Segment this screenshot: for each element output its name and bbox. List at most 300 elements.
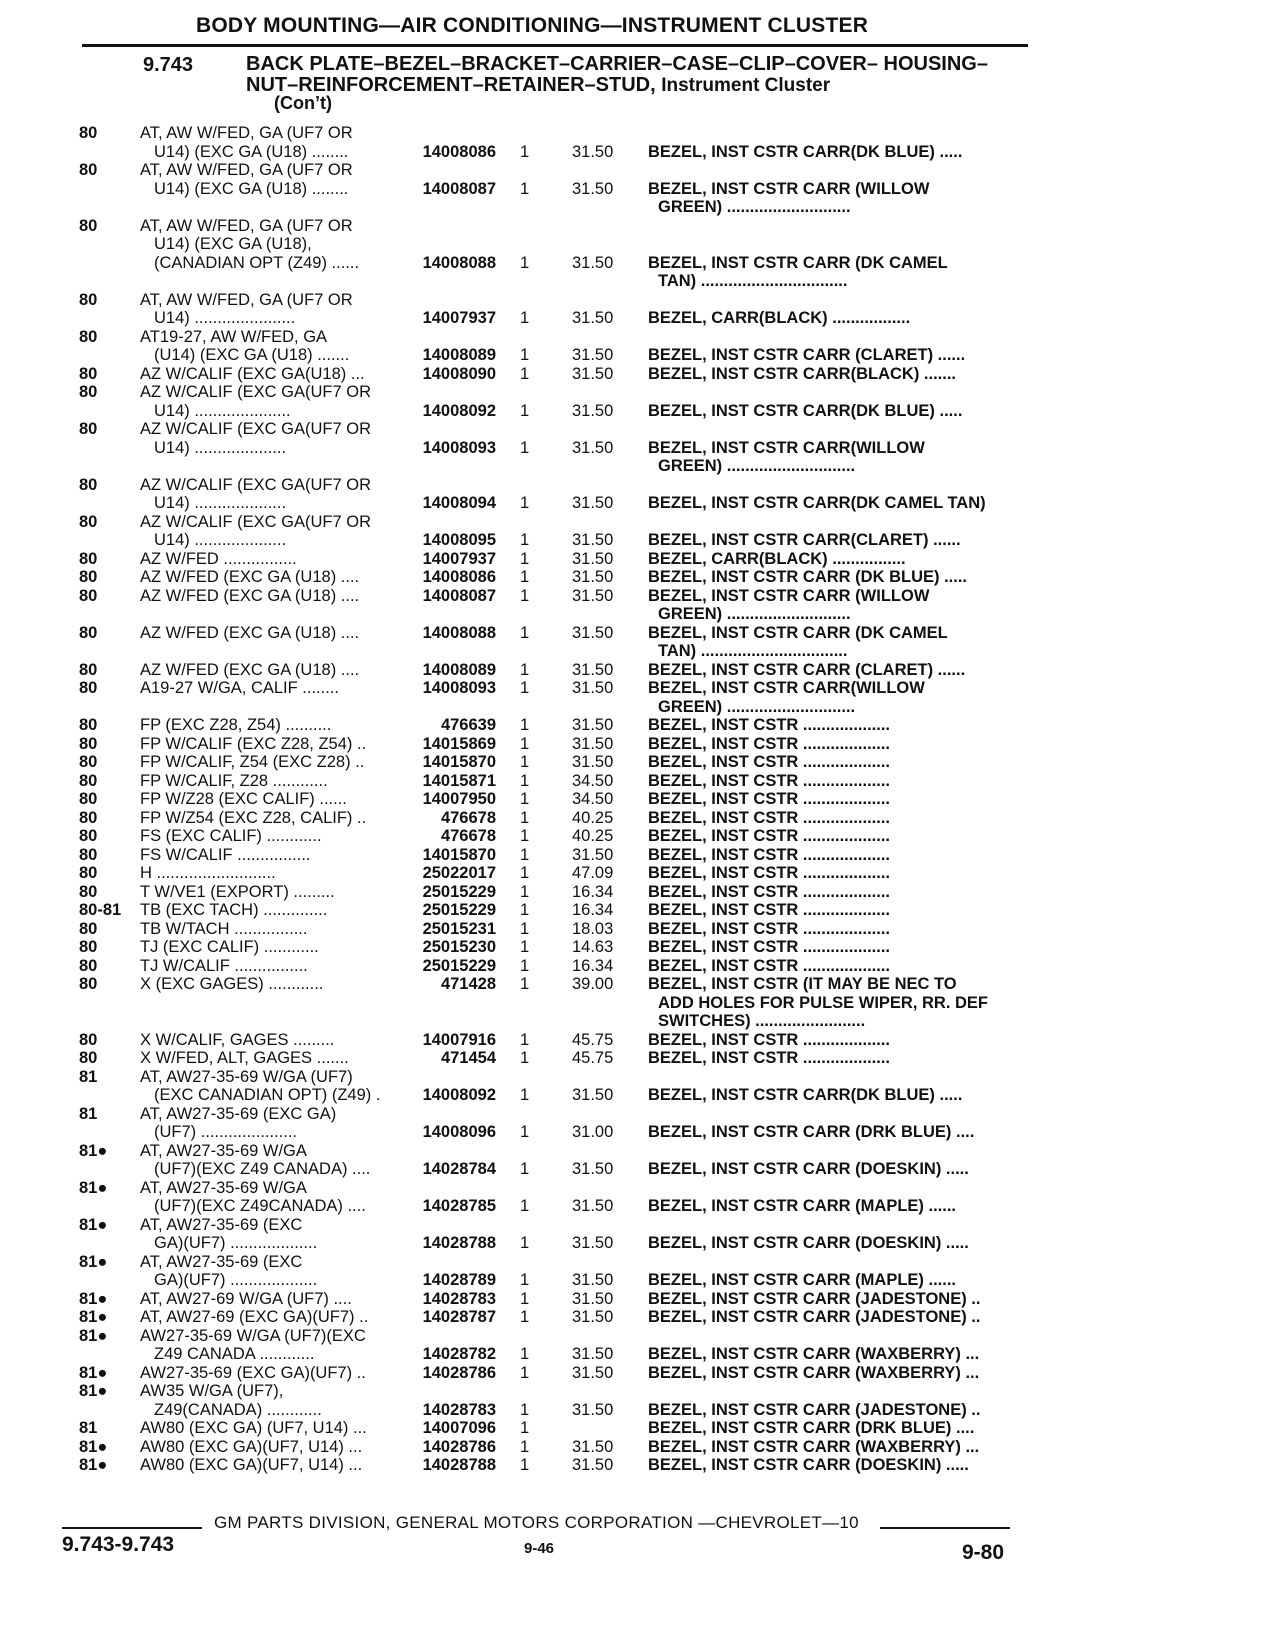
table-row bbox=[0, 901, 1280, 920]
table-row bbox=[0, 790, 1280, 809]
row-key: 81● bbox=[79, 1178, 108, 1197]
row-price: 16.34 bbox=[572, 901, 614, 919]
row-price: 31.50 bbox=[572, 494, 614, 512]
table-row bbox=[0, 1308, 1280, 1327]
row-quantity: 1 bbox=[520, 734, 530, 753]
row-part-number: 14007950 bbox=[422, 790, 496, 808]
row-price: 31.50 bbox=[572, 401, 614, 420]
table-row bbox=[0, 217, 1280, 291]
row-part-number: 25015229 bbox=[422, 956, 496, 975]
table-row bbox=[0, 1105, 1280, 1142]
row-usage-line: AT, AW27-35-69 (EXC GA) bbox=[140, 1104, 337, 1123]
row-part-number: 14008095 bbox=[422, 531, 496, 549]
row-description-line: BEZEL, INST CSTR CARR (MAPLE) ...... bbox=[648, 1271, 956, 1289]
row-key: 80 bbox=[79, 827, 98, 845]
row-description-line: GREEN) ............................ bbox=[658, 457, 856, 475]
row-description-line: BEZEL, INST CSTR CARR (JADESTONE) .. bbox=[648, 1400, 981, 1419]
row-key: 80 bbox=[79, 882, 98, 901]
row-description-line: BEZEL, INST CSTR CARR (WILLOW bbox=[648, 586, 930, 605]
table-row bbox=[0, 975, 1280, 1031]
row-description-line: BEZEL, INST CSTR ................... bbox=[648, 864, 891, 882]
row-usage-line: FS (EXC CALIF) ............ bbox=[140, 827, 322, 845]
row-usage-line: A19-27 W/GA, CALIF ........ bbox=[140, 679, 339, 697]
row-quantity: 1 bbox=[520, 549, 530, 568]
row-key: 81● bbox=[79, 1252, 108, 1271]
section-continued: (Con’t) bbox=[274, 93, 332, 113]
row-quantity: 1 bbox=[520, 1234, 530, 1252]
row-price: 31.50 bbox=[572, 1437, 614, 1456]
table-row bbox=[0, 365, 1280, 384]
row-quantity: 1 bbox=[520, 1363, 530, 1382]
row-quantity: 1 bbox=[520, 494, 530, 512]
row-key: 80 bbox=[79, 938, 98, 956]
row-description-line: BEZEL, INST CSTR (IT MAY BE NEC TO bbox=[648, 975, 957, 993]
row-price: 31.50 bbox=[572, 1456, 614, 1474]
row-part-number: 25022017 bbox=[422, 864, 496, 882]
row-description-line: BEZEL, INST CSTR ................... bbox=[648, 956, 891, 975]
row-price: 31.50 bbox=[572, 346, 614, 364]
row-price: 31.50 bbox=[572, 142, 614, 161]
row-key: 80 bbox=[79, 975, 98, 993]
row-price: 31.50 bbox=[572, 309, 614, 327]
row-part-number: 25015230 bbox=[422, 938, 496, 956]
table-row bbox=[0, 809, 1280, 828]
row-quantity: 1 bbox=[520, 364, 530, 383]
row-usage-line: T W/VE1 (EXPORT) ......... bbox=[140, 882, 335, 901]
footer-group-number: 9-80 bbox=[962, 1541, 1005, 1564]
row-quantity: 1 bbox=[520, 864, 530, 882]
row-key: 80 bbox=[79, 771, 98, 790]
row-description-line: BEZEL, INST CSTR ................... bbox=[648, 827, 891, 845]
row-key: 80 bbox=[79, 790, 98, 808]
row-usage-line: Z49(CANADA) ............ bbox=[154, 1400, 322, 1419]
row-usage-line: X W/CALIF, GAGES ......... bbox=[140, 1030, 335, 1049]
row-part-number: 14015871 bbox=[422, 771, 496, 790]
row-description-line: BEZEL, INST CSTR CARR (CLARET) ...... bbox=[648, 346, 966, 364]
row-quantity: 1 bbox=[520, 1123, 530, 1141]
table-row bbox=[0, 938, 1280, 957]
row-price: 31.50 bbox=[572, 1271, 614, 1289]
row-price: 31.50 bbox=[572, 623, 614, 642]
row-part-number: 14008087 bbox=[422, 179, 496, 198]
row-description-line: BEZEL, INST CSTR ................... bbox=[648, 938, 891, 956]
row-price: 31.50 bbox=[572, 716, 614, 734]
row-usage-line: AW80 (EXC GA) (UF7, U14) ... bbox=[140, 1419, 367, 1437]
row-usage-line: AT, AW W/FED, GA (UF7 OR bbox=[140, 290, 353, 309]
row-quantity: 1 bbox=[520, 975, 530, 993]
row-part-number: 14008087 bbox=[422, 586, 496, 605]
table-row bbox=[0, 846, 1280, 865]
row-part-number: 14008088 bbox=[422, 623, 496, 642]
row-key: 80 bbox=[79, 679, 98, 697]
row-description-line: BEZEL, INST CSTR ................... bbox=[648, 1030, 891, 1049]
row-part-number: 14028782 bbox=[422, 1345, 496, 1363]
row-part-number: 14008089 bbox=[422, 346, 496, 364]
footer-page-number: 9-46 bbox=[524, 1540, 555, 1557]
row-key: 81● bbox=[79, 1326, 108, 1345]
row-quantity: 1 bbox=[520, 753, 530, 771]
row-price: 31.50 bbox=[572, 1197, 614, 1215]
row-description-line: BEZEL, INST CSTR CARR(DK BLUE) ..... bbox=[648, 1086, 963, 1104]
table-row bbox=[0, 476, 1280, 513]
row-key: 80 bbox=[79, 124, 98, 142]
row-quantity: 1 bbox=[520, 438, 530, 457]
table-row bbox=[0, 1142, 1280, 1179]
row-quantity: 1 bbox=[520, 531, 530, 549]
row-part-number: 14008093 bbox=[422, 438, 496, 457]
row-key: 81● bbox=[79, 1308, 108, 1326]
row-price: 31.50 bbox=[572, 734, 614, 753]
table-row bbox=[0, 1438, 1280, 1457]
row-quantity: 1 bbox=[520, 253, 530, 272]
row-key: 80 bbox=[79, 364, 98, 383]
row-quantity: 1 bbox=[520, 179, 530, 198]
row-description-line: BEZEL, INST CSTR ................... bbox=[648, 716, 891, 734]
row-part-number: 14008088 bbox=[422, 253, 496, 272]
row-part-number: 25015229 bbox=[422, 882, 496, 901]
row-price: 16.34 bbox=[572, 882, 614, 901]
row-usage-line: AT, AW W/FED, GA (UF7 OR bbox=[140, 124, 353, 142]
row-part-number: 14028784 bbox=[422, 1160, 496, 1178]
row-usage-line: FS W/CALIF ................ bbox=[140, 845, 311, 864]
table-row bbox=[0, 661, 1280, 680]
footer-section-range: 9.743-9.743 bbox=[62, 1533, 175, 1556]
row-key: 80 bbox=[79, 808, 98, 827]
row-part-number: 14015870 bbox=[422, 753, 496, 771]
table-row bbox=[0, 1290, 1280, 1309]
row-usage-line: U14) (EXC GA (U18) ........ bbox=[154, 179, 349, 198]
row-part-number: 25015229 bbox=[422, 901, 496, 919]
row-usage-line: AZ W/CALIF (EXC GA(U18) ... bbox=[140, 364, 365, 383]
row-key: 80 bbox=[79, 475, 98, 494]
row-key: 81 bbox=[79, 1104, 98, 1123]
table-row bbox=[0, 1253, 1280, 1290]
row-key: 81● bbox=[79, 1437, 108, 1456]
row-part-number: 14015869 bbox=[422, 734, 496, 753]
row-usage-line: AZ W/FED (EXC GA (U18) .... bbox=[140, 623, 360, 642]
table-row bbox=[0, 883, 1280, 902]
row-price: 31.50 bbox=[572, 660, 614, 679]
table-row bbox=[0, 957, 1280, 976]
row-description-line: BEZEL, INST CSTR CARR(CLARET) ...... bbox=[648, 531, 961, 549]
row-quantity: 1 bbox=[520, 1345, 530, 1363]
row-part-number: 471454 bbox=[440, 1049, 496, 1067]
row-key: 80 bbox=[79, 734, 98, 753]
row-usage-line: AT, AW27-35-69 W/GA bbox=[140, 1141, 307, 1160]
row-quantity: 1 bbox=[520, 568, 530, 586]
row-usage-line: Z49 CANADA ............ bbox=[154, 1345, 315, 1363]
row-usage-line: AT, AW W/FED, GA (UF7 OR bbox=[140, 161, 353, 179]
row-usage-line: U14) (EXC GA (U18) ........ bbox=[154, 142, 349, 161]
row-quantity: 1 bbox=[520, 1049, 530, 1067]
row-price: 31.50 bbox=[572, 568, 614, 586]
row-usage-line: AT, AW27-35-69 W/GA (UF7) bbox=[140, 1067, 353, 1086]
row-usage-line: AW35 W/GA (UF7), bbox=[140, 1382, 284, 1400]
row-quantity: 1 bbox=[520, 790, 530, 808]
row-price: 31.50 bbox=[572, 438, 614, 457]
row-description-line: BEZEL, INST CSTR CARR(WILLOW bbox=[648, 438, 925, 457]
row-description-line: BEZEL, INST CSTR CARR (CLARET) ...... bbox=[648, 660, 966, 679]
row-usage-line: (U14) (EXC GA (U18) ....... bbox=[154, 346, 350, 364]
row-usage-line: U14) .................... bbox=[154, 494, 287, 512]
row-description-line: BEZEL, INST CSTR CARR(WILLOW bbox=[648, 679, 925, 697]
row-usage-line: AZ W/FED (EXC GA (U18) .... bbox=[140, 568, 360, 586]
row-description-line: BEZEL, INST CSTR ................... bbox=[648, 808, 891, 827]
table-row bbox=[0, 864, 1280, 883]
row-price: 45.75 bbox=[572, 1049, 614, 1067]
row-part-number: 14028788 bbox=[422, 1234, 496, 1252]
table-row bbox=[0, 827, 1280, 846]
row-part-number: 25015231 bbox=[422, 919, 496, 938]
row-description-line: BEZEL, INST CSTR CARR (MAPLE) ...... bbox=[648, 1197, 956, 1215]
row-usage-line: (CANADIAN OPT (Z49) ...... bbox=[154, 253, 360, 272]
row-part-number: 14028786 bbox=[422, 1363, 496, 1382]
row-usage-line: (UF7)(EXC Z49CANADA) .... bbox=[154, 1197, 366, 1215]
row-part-number: 14015870 bbox=[422, 845, 496, 864]
row-key: 81 bbox=[79, 1419, 98, 1437]
row-quantity: 1 bbox=[520, 808, 530, 827]
row-key: 80 bbox=[79, 845, 98, 864]
row-usage-line: AZ W/FED ................ bbox=[140, 549, 297, 568]
row-key: 80 bbox=[79, 512, 98, 531]
row-quantity: 1 bbox=[520, 142, 530, 161]
row-part-number: 14028788 bbox=[422, 1456, 496, 1474]
row-key: 80 bbox=[79, 568, 98, 586]
row-description-line: BEZEL, INST CSTR CARR(DK CAMEL TAN) bbox=[648, 494, 986, 512]
row-quantity: 1 bbox=[520, 1308, 530, 1326]
row-part-number: 14028786 bbox=[422, 1437, 496, 1456]
row-description-line: BEZEL, INST CSTR CARR (DOESKIN) ..... bbox=[648, 1160, 969, 1178]
row-price: 31.50 bbox=[572, 364, 614, 383]
row-description-line: BEZEL, INST CSTR CARR (DK CAMEL bbox=[648, 253, 948, 272]
page-header-title: BODY MOUNTING—AIR CONDITIONING—INSTRUMENT CLUSTER bbox=[196, 14, 869, 37]
row-key: 80 bbox=[79, 327, 98, 346]
row-quantity: 1 bbox=[520, 1419, 530, 1437]
row-part-number: 14008086 bbox=[422, 568, 496, 586]
row-price: 14.63 bbox=[572, 938, 614, 956]
row-price: 34.50 bbox=[572, 771, 614, 790]
row-description-line: BEZEL, INST CSTR CARR(DK BLUE) ..... bbox=[648, 142, 963, 161]
table-row bbox=[0, 1179, 1280, 1216]
row-description-line: BEZEL, INST CSTR ................... bbox=[648, 845, 891, 864]
row-key: 80 bbox=[79, 716, 98, 734]
row-price: 18.03 bbox=[572, 919, 614, 938]
row-price: 31.50 bbox=[572, 179, 614, 198]
row-usage-line: U14) .................... bbox=[154, 438, 287, 457]
row-quantity: 1 bbox=[520, 586, 530, 605]
row-key: 80 bbox=[79, 290, 98, 309]
row-usage-line: U14) ...................... bbox=[154, 309, 296, 327]
row-description-line: ADD HOLES FOR PULSE WIPER, RR. DEF bbox=[658, 993, 989, 1012]
table-row bbox=[0, 772, 1280, 791]
row-price: 31.50 bbox=[572, 549, 614, 568]
row-quantity: 1 bbox=[520, 1456, 530, 1474]
row-description-line: BEZEL, INST CSTR CARR(DK BLUE) ..... bbox=[648, 401, 963, 420]
row-price: 31.50 bbox=[572, 753, 614, 771]
table-row bbox=[0, 753, 1280, 772]
row-description-line: TAN) ................................ bbox=[658, 642, 848, 660]
row-quantity: 1 bbox=[520, 882, 530, 901]
row-usage-line: TB (EXC TACH) .............. bbox=[140, 901, 328, 919]
row-usage-line: AZ W/FED (EXC GA (U18) .... bbox=[140, 586, 360, 605]
row-part-number: 476678 bbox=[440, 827, 496, 845]
row-price: 31.50 bbox=[572, 586, 614, 605]
table-row bbox=[0, 513, 1280, 550]
row-price: 31.50 bbox=[572, 1160, 614, 1178]
row-description-line: GREEN) ........................... bbox=[658, 198, 851, 216]
row-description-line: BEZEL, INST CSTR CARR (DRK BLUE) .... bbox=[648, 1419, 975, 1437]
row-usage-line: FP W/Z28 (EXC CALIF) ...... bbox=[140, 790, 347, 808]
row-usage-line: X (EXC GAGES) ............ bbox=[140, 975, 324, 993]
row-quantity: 1 bbox=[520, 901, 530, 919]
row-price: 31.50 bbox=[572, 845, 614, 864]
row-usage-line: AZ W/CALIF (EXC GA(UF7 OR bbox=[140, 420, 372, 438]
row-description-line: BEZEL, INST CSTR ................... bbox=[648, 901, 891, 919]
table-row bbox=[0, 1456, 1280, 1475]
row-price: 31.50 bbox=[572, 1400, 614, 1419]
row-description-line: TAN) ................................ bbox=[658, 272, 848, 290]
table-row bbox=[0, 1327, 1280, 1364]
footer-rule-left bbox=[62, 1527, 202, 1529]
row-usage-line: AW27-35-69 W/GA (UF7)(EXC bbox=[140, 1326, 366, 1345]
row-quantity: 1 bbox=[520, 1271, 530, 1289]
table-row bbox=[0, 568, 1280, 587]
row-part-number: 14028789 bbox=[422, 1271, 496, 1289]
row-usage-line: AT, AW27-35-69 (EXC bbox=[140, 1215, 303, 1234]
row-key: 81● bbox=[79, 1289, 108, 1308]
footer-rule-right bbox=[880, 1527, 1010, 1529]
row-part-number: 14007916 bbox=[422, 1030, 496, 1049]
row-part-number: 14008093 bbox=[422, 679, 496, 697]
row-key: 80 bbox=[79, 864, 98, 882]
row-key: 80 bbox=[79, 919, 98, 938]
row-price: 34.50 bbox=[572, 790, 614, 808]
table-row bbox=[0, 291, 1280, 328]
row-description-line: BEZEL, INST CSTR CARR (DOESKIN) ..... bbox=[648, 1456, 969, 1474]
table-row bbox=[0, 1419, 1280, 1438]
row-key: 80 bbox=[79, 1049, 98, 1067]
row-part-number: 14028787 bbox=[422, 1308, 496, 1326]
row-usage-line: FP W/Z54 (EXC Z28, CALIF) .. bbox=[140, 808, 367, 827]
row-price: 31.50 bbox=[572, 1234, 614, 1252]
row-usage-line: AZ W/CALIF (EXC GA(UF7 OR bbox=[140, 475, 372, 494]
row-key: 80 bbox=[79, 623, 98, 642]
row-description-line: BEZEL, INST CSTR CARR (JADESTONE) .. bbox=[648, 1308, 981, 1326]
row-part-number: 14007937 bbox=[422, 309, 496, 327]
row-description-line: BEZEL, INST CSTR ................... bbox=[648, 790, 891, 808]
row-quantity: 1 bbox=[520, 1437, 530, 1456]
row-usage-line: TJ W/CALIF ................ bbox=[140, 956, 308, 975]
row-usage-line: FP W/CALIF (EXC Z28, Z54) .. bbox=[140, 734, 367, 753]
row-quantity: 1 bbox=[520, 401, 530, 420]
row-quantity: 1 bbox=[520, 845, 530, 864]
row-key: 81● bbox=[79, 1141, 108, 1160]
row-description-line: BEZEL, INST CSTR CARR(BLACK) ....... bbox=[648, 364, 956, 383]
row-description-line: BEZEL, INST CSTR ................... bbox=[648, 771, 891, 790]
row-usage-line: TB W/TACH ................ bbox=[140, 919, 308, 938]
table-row bbox=[0, 735, 1280, 754]
row-quantity: 1 bbox=[520, 716, 530, 734]
row-description-line: BEZEL, INST CSTR ................... bbox=[648, 919, 891, 938]
row-key: 80 bbox=[79, 161, 98, 179]
table-row bbox=[0, 587, 1280, 624]
row-usage-line: (UF7) ..................... bbox=[154, 1123, 298, 1141]
row-quantity: 1 bbox=[520, 1160, 530, 1178]
table-row bbox=[0, 920, 1280, 939]
row-description-line: BEZEL, CARR(BLACK) ................ bbox=[648, 549, 906, 568]
row-description-line: BEZEL, INST CSTR CARR (JADESTONE) .. bbox=[648, 1289, 981, 1308]
table-row bbox=[0, 161, 1280, 217]
row-usage-line: AW27-35-69 (EXC GA)(UF7) .. bbox=[140, 1363, 366, 1382]
section-title-main: BACK PLATE–BEZEL–BRACKET–CARRIER–CASE–CLIP–COVER– HOUSING–NUT–REINFORCEMENT–RETAINER–STUD, bbox=[246, 53, 988, 96]
row-description-line: BEZEL, INST CSTR CARR (DK CAMEL bbox=[648, 623, 948, 642]
table-row bbox=[0, 550, 1280, 569]
row-price: 31.50 bbox=[572, 253, 614, 272]
row-key: 81 bbox=[79, 1067, 98, 1086]
row-usage-line: GA)(UF7) ................... bbox=[154, 1271, 318, 1289]
row-description-line: BEZEL, INST CSTR CARR (WILLOW bbox=[648, 179, 930, 198]
table-row bbox=[0, 124, 1280, 161]
row-part-number: 14028783 bbox=[422, 1400, 496, 1419]
table-row bbox=[0, 1216, 1280, 1253]
row-key: 81● bbox=[79, 1382, 108, 1400]
row-quantity: 1 bbox=[520, 660, 530, 679]
footer-text: GM PARTS DIVISION, GENERAL MOTORS CORPORATION —CHEVROLET—10 bbox=[214, 1513, 859, 1532]
row-description-line: BEZEL, INST CSTR ................... bbox=[648, 882, 891, 901]
table-row bbox=[0, 420, 1280, 476]
row-price: 47.09 bbox=[572, 864, 614, 882]
row-key: 80 bbox=[79, 956, 98, 975]
row-price: 31.50 bbox=[572, 1345, 614, 1363]
row-usage-line: X W/FED, ALT, GAGES ....... bbox=[140, 1049, 349, 1067]
row-part-number: 14028785 bbox=[422, 1197, 496, 1215]
row-price: 31.50 bbox=[572, 1289, 614, 1308]
row-usage-line: AZ W/CALIF (EXC GA(UF7 OR bbox=[140, 512, 372, 531]
row-usage-line: (EXC CANADIAN OPT) (Z49) . bbox=[154, 1086, 381, 1104]
row-price: 40.25 bbox=[572, 827, 614, 845]
row-price: 31.50 bbox=[572, 1363, 614, 1382]
row-part-number: 14007937 bbox=[422, 549, 496, 568]
row-description-line: SWITCHES) ........................ bbox=[658, 1012, 866, 1030]
row-quantity: 1 bbox=[520, 309, 530, 327]
row-description-line: BEZEL, INST CSTR CARR (DOESKIN) ..... bbox=[648, 1234, 969, 1252]
row-description-line: BEZEL, INST CSTR CARR (WAXBERRY) ... bbox=[648, 1363, 980, 1382]
table-row bbox=[0, 624, 1280, 661]
row-quantity: 1 bbox=[520, 1400, 530, 1419]
row-key: 81● bbox=[79, 1363, 108, 1382]
row-key: 81● bbox=[79, 1456, 108, 1474]
row-part-number: 14008094 bbox=[422, 494, 496, 512]
row-usage-line: U14) ..................... bbox=[154, 401, 291, 420]
row-part-number: 476678 bbox=[440, 808, 496, 827]
row-usage-line: AZ W/CALIF (EXC GA(UF7 OR bbox=[140, 383, 372, 401]
row-key: 80 bbox=[79, 383, 98, 401]
row-usage-line: AT, AW27-35-69 (EXC bbox=[140, 1252, 303, 1271]
row-part-number: 476639 bbox=[440, 716, 496, 734]
row-price: 31.00 bbox=[572, 1123, 614, 1141]
row-price: 40.25 bbox=[572, 808, 614, 827]
row-key: 80 bbox=[79, 586, 98, 605]
row-price: 16.34 bbox=[572, 956, 614, 975]
row-key: 80 bbox=[79, 753, 98, 771]
row-quantity: 1 bbox=[520, 679, 530, 697]
row-quantity: 1 bbox=[520, 1030, 530, 1049]
row-description-line: BEZEL, CARR(BLACK) ................. bbox=[648, 309, 911, 327]
table-row bbox=[0, 1068, 1280, 1105]
table-row bbox=[0, 679, 1280, 716]
table-row bbox=[0, 328, 1280, 365]
row-description-line: BEZEL, INST CSTR CARR (DRK BLUE) .... bbox=[648, 1123, 975, 1141]
